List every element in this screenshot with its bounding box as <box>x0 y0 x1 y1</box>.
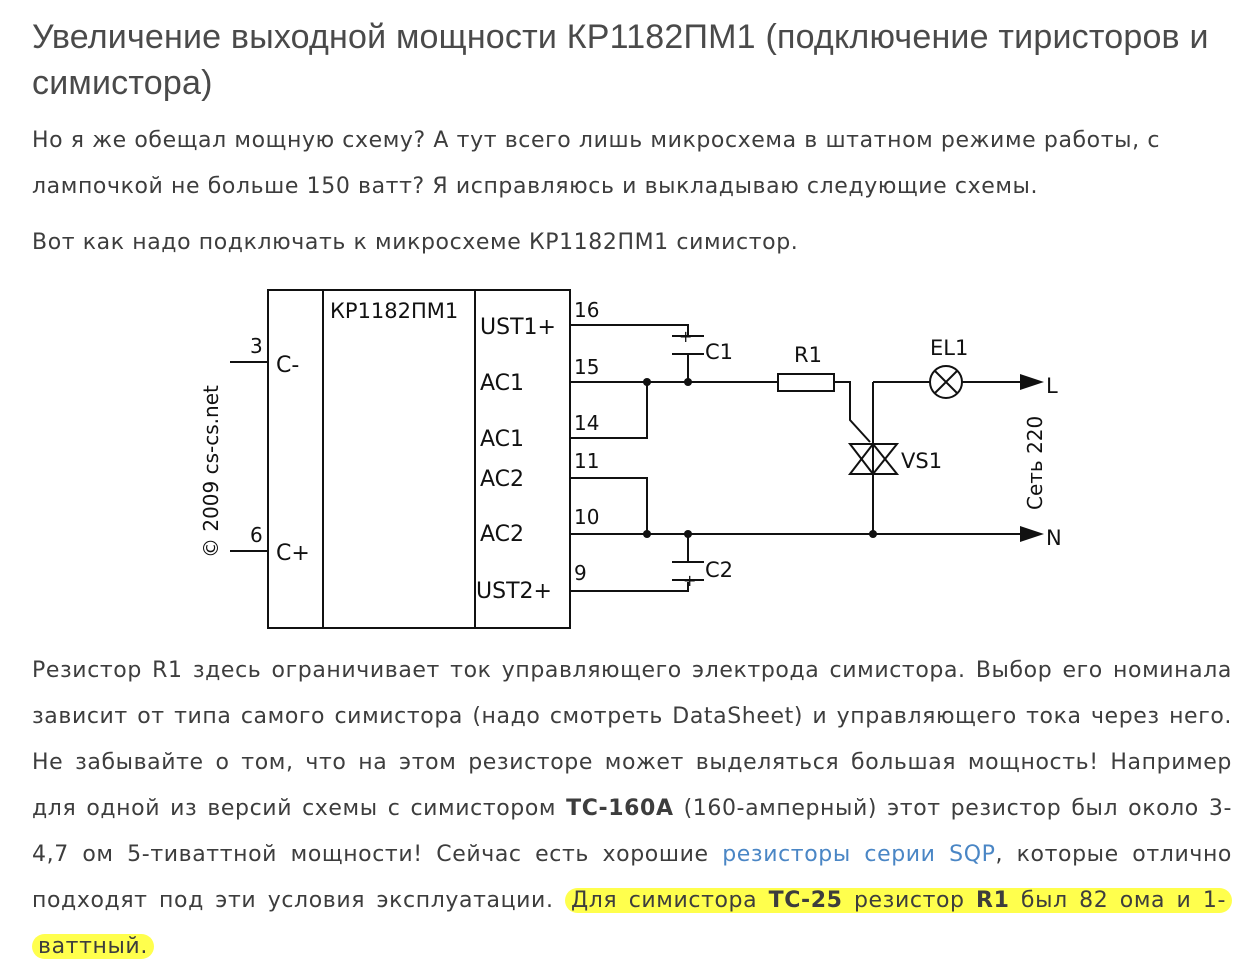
highlight-text: Для симистора <box>570 888 769 913</box>
chip-outline <box>268 290 570 628</box>
pin-11-name: AC2 <box>480 467 525 492</box>
r1-mention: R1 <box>152 658 183 683</box>
pin-15-name: AC1 <box>480 371 525 396</box>
pin-11-number: 11 <box>574 449 600 473</box>
pin-3-name: C- <box>276 353 300 378</box>
r1-mention-highlight: R1 <box>976 888 1010 913</box>
pin-16-wire <box>570 325 688 336</box>
junction <box>684 530 692 538</box>
chip-name: КР1182ПМ1 <box>330 299 459 323</box>
junction <box>643 378 651 386</box>
c1-label: C1 <box>705 340 734 364</box>
pin-3-number: 3 <box>250 334 263 358</box>
body-text: (160-амперный) этот резистор был около 3-4,7 ом 5-тиваттной мощности! Сейчас есть хорошие <box>32 796 1233 867</box>
line-l-label: L <box>1046 374 1058 398</box>
vs1-label: VS1 <box>901 449 943 473</box>
sqp-resistors-link[interactable]: резисторы серии SQP <box>722 842 996 867</box>
copyright-label: © 2009 cs-cs.net <box>199 385 223 558</box>
c2-label: C2 <box>705 558 734 582</box>
c1-plus: + <box>679 327 693 346</box>
pin-14-name: AC1 <box>480 427 525 452</box>
pin-9-number: 9 <box>574 561 587 585</box>
tc160-mention: ТС-160А <box>566 796 674 821</box>
junction <box>869 530 877 538</box>
el1-label: EL1 <box>930 336 969 360</box>
arrow-n <box>1020 526 1044 542</box>
r1-body <box>778 374 834 391</box>
line-n-label: N <box>1046 526 1062 550</box>
junction <box>684 378 692 386</box>
highlight-text: был 82 ома и 1-ваттный. <box>38 888 1226 959</box>
pin-16-number: 16 <box>574 298 600 322</box>
body-text: здесь ограничивает ток управляющего электрода симистора. Выбор его номинала зависит от типа самого симистора (надо смотреть DataSheet) и управляющего тока через него. Не забывайте о том, что на этом резисторе может выделяться большая мощность! Например для одной из версий схемы с симистором <box>32 658 1232 821</box>
body-paragraph <box>32 648 1232 970</box>
page-title: Увеличение выходной мощности КР1182ПМ1 (подключение тиристоров и симистора) <box>32 18 1209 102</box>
pin-9-name: UST2+ <box>476 579 552 604</box>
pin-10-number: 10 <box>574 505 600 529</box>
arrow-l <box>1020 374 1044 390</box>
junction <box>643 530 651 538</box>
pin-9-wire <box>570 582 688 591</box>
pin-15-number: 15 <box>574 355 600 379</box>
c2-plus: + <box>683 571 697 590</box>
pin-6-name: C+ <box>276 541 310 566</box>
network-label: Сеть 220 <box>1023 415 1047 510</box>
intro-paragraph: Но я же обещал мощную схему? А тут всего лишь микросхема в штатном режиме работы, с лампочкой не больше 150 ватт? Я исправляюсь и выкладываю следующие схемы. <box>32 128 1161 199</box>
highlight-text: резистор <box>842 888 977 913</box>
connect-paragraph: Вот как надо подключать к микросхеме КР1182ПМ1 симистор. <box>32 230 799 255</box>
tc25-mention: ТС-25 <box>768 888 843 913</box>
body-text: , которые отлично подходят под эти условия эксплуатации. <box>32 842 1232 913</box>
body-text: Резистор <box>32 658 153 683</box>
pin-6-number: 6 <box>250 523 263 547</box>
r1-to-gate-wire <box>834 382 870 442</box>
pin-16-name: UST1+ <box>480 315 556 340</box>
pin-14-number: 14 <box>574 411 600 435</box>
r1-label: R1 <box>794 343 822 367</box>
pin-10-name: AC2 <box>480 522 525 547</box>
